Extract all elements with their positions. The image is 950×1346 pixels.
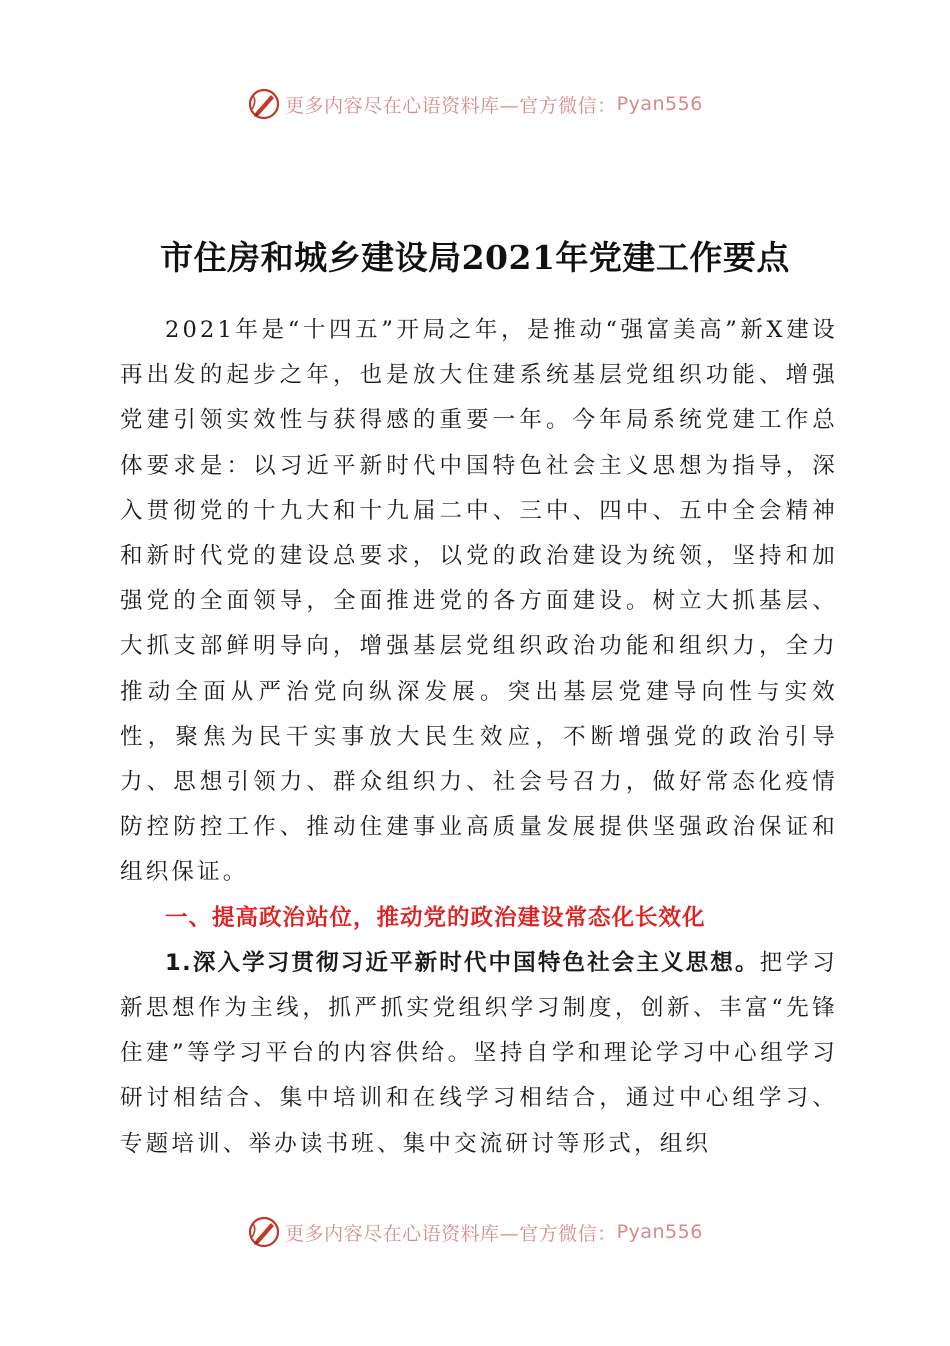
banner-text: 更多内容尽在心语资料库—官方微信： [285, 1222, 617, 1245]
item-paragraph [120, 941, 838, 1167]
pen-in-circle-icon [247, 87, 281, 121]
watermark-banner-bottom [0, 1212, 950, 1252]
document-body [120, 308, 838, 1167]
watermark-banner-top [0, 84, 950, 124]
banner-wechat-id: Pyan556 [616, 93, 703, 115]
pen-in-circle-icon [247, 1215, 281, 1249]
banner-wechat-id: Pyan556 [616, 1221, 703, 1243]
banner-text: 更多内容尽在心语资料库—官方微信： [285, 94, 617, 117]
item-lead: 1.深入学习贯彻习近平新时代中国特色社会主义思想。 [165, 949, 760, 976]
item-text: 把学习新思想作为主线，抓严抓实党组织学习制度，创新、丰富“先锋住建”等学习平台的内容供给。坚持自学和理论学习中心组学习研讨相结合、集中培训和在线学习相结合，通过中心组学习、专题培训、举办读书班、集中交流研讨等形式，组织 [120, 949, 838, 1157]
intro-paragraph: 2021年是“十四五”开局之年，是推动“强富美高”新X建设再出发的起步之年，也是放大住建系统基层党组织功能、增强党建引领实效性与获得感的重要一年。今年局系统党建工作总体要求是：以习近平新时代中国特色社会主义思想为指导，深入贯彻党的十九大和十九届二中、三中、四中、五中全会精神和新时代党的建设总要求，以党的政治建设为统领，坚持和加强党的全面领导，全面推进党的各方面建设。树立大抓基层、大抓支部鲜明导向，增强基层党组织政治功能和组织力，全力推动全面从严治党向纵深发展。突出基层党建导向性与实效性，聚焦为民干实事放大民生效应，不断增强党的政治引导力、思想引领力、群众组织力、社会号召力，做好常态化疫情防控防控工作、推动住建事业高质量发展提供坚强政治保证和组织保证。 [120, 317, 838, 886]
document-title: 市住房和城乡建设局2021年党建工作要点 [160, 238, 790, 277]
section-heading: 一、提高政治站位，推动党的政治建设常态化长效化 [165, 904, 706, 931]
